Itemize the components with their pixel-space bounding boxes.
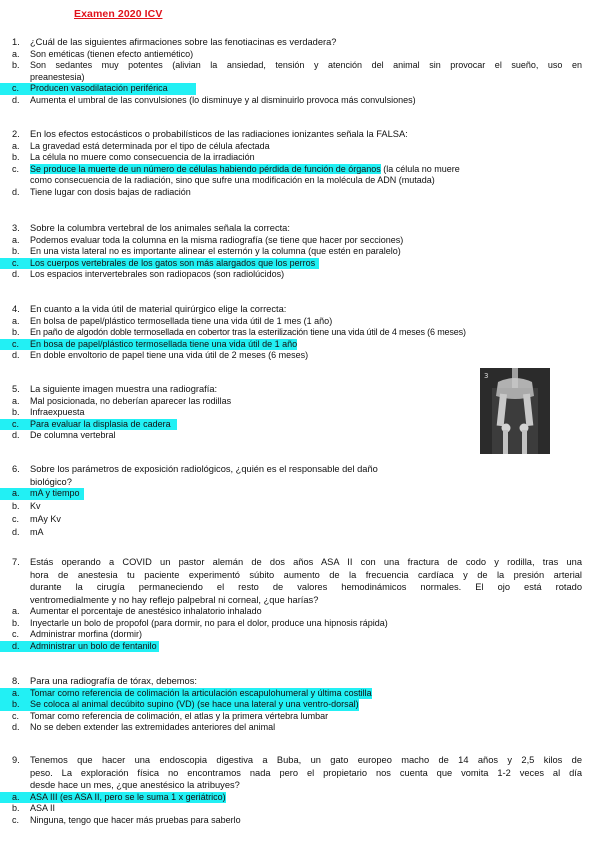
- option-a-correct: mA y tiempo: [30, 488, 84, 500]
- question-text: Para una radiografía de tórax, debemos:: [30, 676, 197, 686]
- option-d: Tiene lugar con dosis bajas de radiación: [30, 186, 191, 197]
- option-c-correct: En bosa de papel/plástico termosellada tiene una vida útil de 1 año: [30, 338, 298, 349]
- question-3: 3. Sobre la columbra vertebral de los animales señala la correcta: a. Podemos evaluar toda la columna en la misma radiografía (se tiene que hacer por secciones) b. En una vista lateral no es importante alinear el esternón y la columna (que estén en paralelo) c. Los cuerpos vertebrales de los gatos son más alargados que los perros d. Los espacios intervertebrales son radiopacos (son radiolúcidos): [0, 222, 600, 281]
- page-title: Examen 2020 ICV: [74, 8, 163, 20]
- option-a: La gravedad está determinada por el tipo de célula afectada: [30, 140, 270, 151]
- option-c: Administrar morfina (dormir): [30, 629, 143, 639]
- option-d: No se deben extender las extremidades anteriores del animal: [30, 722, 276, 732]
- option-a: Aumentar el porcentaje de anestésico inhalatorio inhalado: [30, 606, 262, 616]
- question-text: Tenemos que hacer una endoscopia digestiva a Buba, un gato europeo macho de 14 años y 2,5 kilos de: [30, 755, 582, 765]
- option-b: En paño de algodón doble termosellada en cobertor tras la esterilización tiene una vida útil de 4 meses (6 meses): [30, 327, 466, 337]
- question-8: 8. Para una radiografía de tórax, debemos: a. Tomar como referencia de colimación la articulación escapulohumeral y última costilla b. Se coloca al animal decúbito supino (VD) (se hace una lateral y una ventro-dorsal) c. Tomar como referencia de colimación, el atlas y la primera vértebra lumbar d. No se deben extender las extremidades anteriores del animal: [0, 675, 600, 734]
- option-b: Son sedantes muy potentes (alivian la ansiedad, tensión y atención del animal sin provocar el sueño, uso en: [30, 60, 582, 70]
- option-d: Aumenta el umbral de las convulsiones (lo disminuye y al disminuirlo provoca más convulsiones): [30, 94, 416, 105]
- option-d: En doble envoltorio de papel tiene una vida útil de 2 meses (6 meses): [30, 350, 309, 360]
- question-text-cont: biológico?: [30, 476, 72, 487]
- option-b: ASA II: [30, 803, 56, 813]
- question-6: 6. Sobre los parámetros de exposición radiológicos, ¿quién es el responsable del daño biológico? a. mA y tiempo b. Kv c. mAy Kv d. mA: [0, 463, 600, 539]
- question-9: 9. Tenemos que hacer una endoscopia digestiva a Buba, un gato europeo macho de 14 años y 2,5 kilos de peso. La exploración física no encontramos nada pero el propietario nos cuenta que vomita 1-2 veces al día desde hace un mes, ¿que anestésico la atribuyes? a. ASA III (es ASA II, pero se le suma 1 x geriátrico) b. ASA II c. Ninguna, tengo que hacer más pruebas para saberlo: [0, 754, 600, 826]
- option-c-correct: Producen vasodilatación periférica: [30, 83, 196, 95]
- question-1: 1. ¿Cuál de las siguientes afirmaciones sobre las fenotiacinas es verdadera? a. Son eméticas (tienen efecto antiemético) b. Son sedantes muy potentes (alivian la ansiedad, tensión y atención del animal sin provocar el sueño, uso en preanestesia) c. Producen vasodilatación periférica d. Aumenta el umbral de las convulsiones (lo disminuye y al disminuirlo provoca más convulsiones): [0, 36, 600, 106]
- option-b: Inyectarle un bolo de propofol (para dormir, no para el dolor, produce una hipnosis rápida): [30, 617, 388, 628]
- option-b: La célula no muere como consecuencia de la irradiación: [30, 152, 255, 162]
- option-a-correct: ASA III (es ASA II, pero se le suma 1 x geriátrico): [30, 791, 226, 802]
- option-b: Kv: [30, 500, 41, 511]
- option-c-note: (la célula no muere: [380, 163, 460, 174]
- question-text: En los efectos estocásticos o probabilísticos de las radiaciones ionizantes señala la FALSA:: [30, 129, 408, 139]
- option-d: Los espacios intervertebrales son radiopacos (son radiolúcidos): [30, 269, 285, 279]
- question-text: Estás operando a COVID un pastor alemán de dos años ASA II con una fractura de codo y rodilla, tras una: [30, 557, 582, 567]
- svg-text:3: 3: [484, 372, 489, 380]
- option-c: Tomar como referencia de colimación, el atlas y la primera vértebra lumbar: [30, 710, 329, 721]
- option-b-correct: Se coloca al animal decúbito supino (VD) (se hace una lateral y una ventro-dorsal): [30, 699, 359, 709]
- question-text: Sobre los parámetros de exposición radiológicos, ¿quién es el responsable del daño: [30, 464, 378, 474]
- option-a: Son eméticas (tienen efecto antiemético): [30, 48, 194, 59]
- option-b: Infraexpuesta: [30, 407, 85, 417]
- option-d-correct: Administrar un bolo de fentanilo: [30, 640, 157, 651]
- option-a: Podemos evaluar toda la columna en la misma radiografía (se tiene que hacer por secciones): [30, 234, 404, 245]
- option-b: En una vista lateral no es importante alinear el esternón y la columna (que estén en paralelo): [30, 246, 401, 256]
- question-text: ¿Cuál de las siguientes afirmaciones sobre las fenotiacinas es verdadera?: [30, 37, 337, 47]
- radiograph-hip-icon: [480, 368, 550, 454]
- option-c-correct: Se produce la muerte de un número de células habiendo pérdida de función de órganos: [30, 163, 381, 174]
- option-d: mA: [30, 526, 44, 537]
- question-text: En cuanto a la vida útil de material quirúrgico elige la correcta:: [30, 304, 287, 314]
- option-d: De columna vertebral: [30, 430, 116, 440]
- option-a-correct: Tomar como referencia de colimación la articulación escapulohumeral y última costilla: [30, 687, 372, 698]
- option-c-correct: Para evaluar la displasia de cadera: [30, 419, 177, 431]
- option-c: mAy Kv: [30, 513, 61, 524]
- option-c: Ninguna, tengo que hacer más pruebas para saberlo: [30, 814, 241, 825]
- question-5: 5. La siguiente imagen muestra una radiografía: a. Mal posicionada, no deberían aparecer las rodillas b. Infraexpuesta c. Para evaluar la displasia de cadera d. De columna vertebral: [0, 383, 600, 442]
- option-a: Mal posicionada, no deberían aparecer las rodillas: [30, 395, 232, 406]
- question-text: La siguiente imagen muestra una radiografía:: [30, 384, 218, 394]
- question-text: Sobre la columbra vertebral de los animales señala la correcta:: [30, 223, 290, 233]
- option-b-cont: preanestesia): [30, 71, 85, 82]
- option-c-cont: como consecuencia de la radiación, sino que sufre una modificación en la molécula de ADN (mutada): [30, 175, 435, 185]
- option-a: En bolsa de papel/plástico termosellada tiene una vida útil de 1 mes (1 año): [30, 315, 333, 326]
- option-c-correct: Los cuerpos vertebrales de los gatos son más alargados que los perros: [30, 258, 319, 270]
- question-4: 4. En cuanto a la vida útil de material quirúrgico elige la correcta: a. En bolsa de papel/plástico termosellada tiene una vida útil de 1 mes (1 año) b. En paño de algodón doble termosellada en cobertor tras la esterilización tiene una vida útil de 4 meses (6 meses) c. En bosa de papel/plástico termosellada tiene una vida útil de 1 año d. En doble envoltorio de papel tiene una vida útil de 2 meses (6 meses): [0, 303, 600, 362]
- question-2: 2. En los efectos estocásticos o probabilísticos de las radiaciones ionizantes señala la FALSA: a. La gravedad está determinada por el tipo de célula afectada b. La célula no muere como consecuencia de la irradiación c. Se produce la muerte de un número de células habiendo pérdida de función de órganos (la célula no muere como consecuencia de la radiación, sino que sufre una modificación en la molécula de ADN (mutada) d. Tiene lugar con dosis bajas de radiación: [0, 128, 600, 198]
- question-7: 7. Estás operando a COVID un pastor alemán de dos años ASA II con una fractura de codo y rodilla, tras una hora de anestesia tu paciente experimentó súbito aumento de la frecuencia cardíaca y de la presión arterial durante la cirugía permaneciendo el resto de valores hemodinámicos normales. El ojo está rotado ventromedialmente y no hay reflejo palpebral ni corneal, ¿que harías? a. Aumentar el porcentaje de anestésico inhalatorio inhalado b. Inyectarle un bolo de propofol (para dormir, no para el dolor, produce una hipnosis rápida) c. Administrar morfina (dormir) d. Administrar un bolo de fentanilo: [0, 556, 600, 652]
